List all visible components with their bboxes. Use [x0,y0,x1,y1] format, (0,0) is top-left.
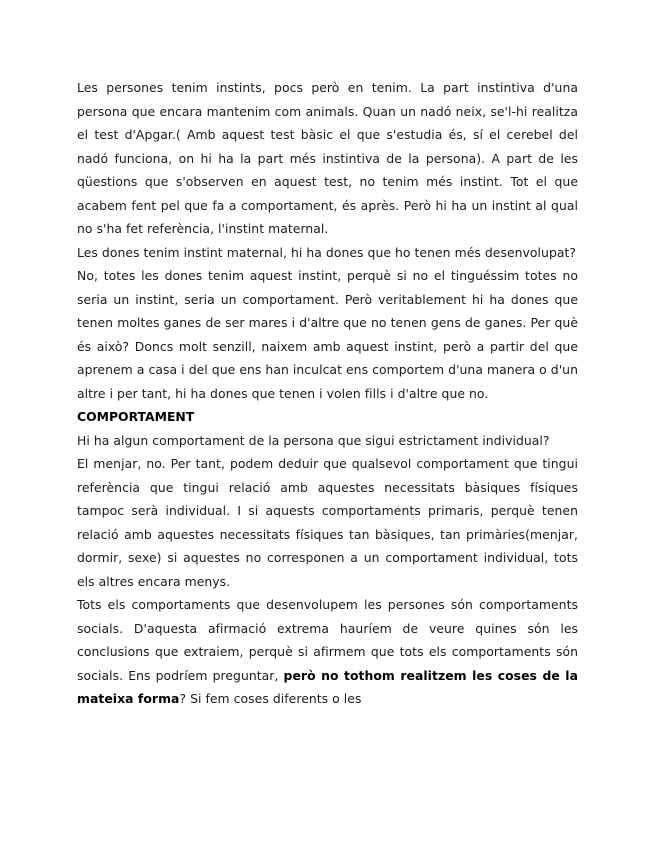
paragraph-maternal-answer: No, totes les dones tenim aquest instint, perquè si no el tinguéssim totes no seria un instint, seria un comportament. Però veritablement hi ha dones que tenen moltes ganes de ser mares i d'altre que no tenen gens de ganes. Per què és això? Doncs molt senzill, naixem amb aquest instint, però a partir del que aprenem a casa i del que ens han inculcat ens comportem d'una manera o d'un altre i per tant, hi ha dones que tenen i volen fills i d'altre que no. [77,268,578,401]
paragraph-social-bold-question: però no tothom realitzem les coses de la mateixa forma [77,667,578,706]
paragraph-instincts: Les persones tenim instints, pocs però en tenim. La part instintiva d'una persona que encara mantenim com animals. Quan un nadó neix, se'l-hi realitza el test d'Apgar.( Amb aquest test bàsic el que s'estudia és, sí el cerebel del nadó funciona, on hi ha la part més instintiva de la persona). A part de les qüestions que s'observen en aquest test, no tenim més instint. Tot el que acabem fent pel que fa a comportament, és après. Però hi ha un instint al qual no s'ha fet referència, l'instint maternal. [77,80,578,236]
document-body [77,76,578,711]
paragraph-eating: El menjar, no. Per tant, podem deduir que qualsevol comportament que tingui referència que tingui relació amb aquestes necessitats bàsiques físiques tampoc serà individual. I si aquests comportaments primaris, perquè tenen relació amb aquestes necessitats físiques tan bàsiques, tan primàries(menjar, dormir, sexe) si aquestes no corresponen a un comportament individual, tots els altres encara menys. [77,456,578,589]
paragraph-social-behaviour [77,593,578,711]
paragraph-individual-question: Hi ha algun comportament de la persona que sigui estrictament individual? [77,432,550,448]
paragraph-maternal-question: Les dones tenim instint maternal, hi ha dones que ho tenen més desenvolupat? [77,244,577,260]
paragraph-social-text-start: Tots els comportaments que desenvolupem les persones són comportaments socials. D'aquesta afirmació extrema hauríem de veure quines són les conclusions que extraiem, perquè si afirmem que tots els comportaments són socials. Ens podríem preguntar, [77,597,578,683]
paragraph-social-text-end: ? Si fem coses diferents o les [179,691,362,706]
section-heading: COMPORTAMENT [77,409,195,424]
